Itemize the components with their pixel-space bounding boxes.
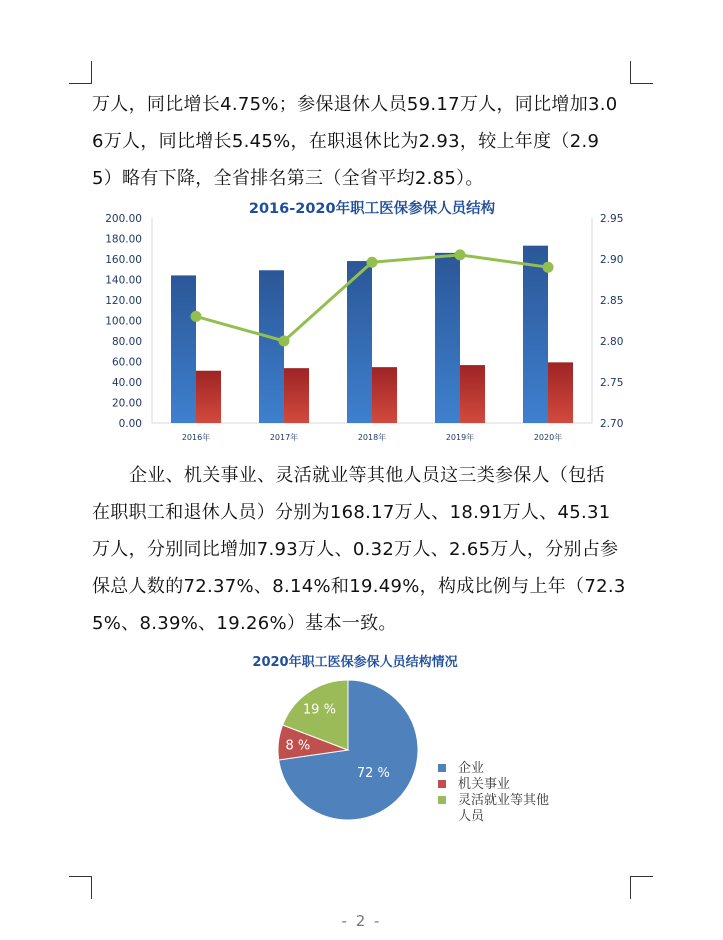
bar-in-service	[259, 270, 284, 423]
y2-tick-label: 2.70	[600, 418, 624, 430]
ratio-point	[279, 336, 290, 347]
pie-title: 2020年职工医保参保人员结构情况	[252, 655, 458, 670]
paragraph-line: 在职职工和退休人员）分别为168.17万人、18.91万人、45.31	[92, 502, 611, 523]
pie-data-label: 19 %	[302, 702, 336, 718]
y-tick-label: 140.00	[105, 274, 142, 287]
bar-retired	[372, 367, 397, 423]
paragraph-line: 6万人，同比增长5.45%，在职退休比为2.93，较上年度（2.9	[92, 131, 600, 152]
y-tick-label: 60.00	[111, 356, 142, 369]
y2-tick-label: 2.80	[600, 336, 624, 348]
y-tick-label: 0.00	[118, 418, 142, 430]
bar-in-service	[171, 275, 196, 423]
y-tick-label: 120.00	[105, 295, 142, 307]
y-tick-label: 180.00	[105, 233, 142, 246]
x-tick-label: 2017年	[269, 433, 299, 442]
legend-swatch	[438, 796, 446, 804]
page-number: - 2 -	[341, 912, 382, 930]
legend-label: 企业	[458, 761, 485, 776]
y2-tick-label: 2.75	[600, 377, 624, 389]
y-tick-label: 160.00	[105, 254, 142, 266]
y2-tick-label: 2.90	[600, 254, 624, 266]
y-tick-label: 40.00	[111, 377, 142, 389]
paragraph-line: 5）略有下降，全省排名第三（全省平均2.85）。	[92, 168, 484, 189]
bar-retired	[460, 365, 485, 423]
paragraph-line: 5%、8.39%、19.26%）基本一致。	[92, 613, 397, 634]
y2-tick-label: 2.85	[600, 295, 624, 307]
y-tick-label: 100.00	[105, 315, 142, 328]
crop-mark-top-right	[630, 61, 653, 84]
y-tick-label: 200.00	[105, 213, 142, 225]
bar-retired	[284, 368, 309, 423]
pie-chart	[240, 648, 600, 838]
bar-in-service	[523, 246, 548, 423]
y-tick-label: 80.00	[111, 336, 142, 348]
legend-label: 机关事业	[458, 777, 511, 792]
chart-title: 2016-2020年职工医保参保人员结构	[248, 201, 496, 217]
y-tick-label: 20.00	[111, 397, 142, 410]
x-tick-label: 2016年	[181, 433, 211, 442]
bar-line-chart	[100, 196, 640, 446]
paragraph-line: 企业、机关事业、灵活就业等其他人员这三类参保人（包括	[129, 465, 605, 486]
legend-swatch	[438, 764, 446, 772]
legend-label: 灵活就业等其他	[458, 793, 550, 808]
bar-in-service	[347, 261, 372, 423]
paragraph-categories	[92, 457, 632, 642]
bar-in-service	[435, 253, 460, 423]
x-tick-label: 2019年	[445, 433, 475, 442]
ratio-point	[191, 311, 202, 322]
paragraph-line: 保总人数的72.37%、8.14%和19.49%，构成比例与上年（72.3	[92, 576, 626, 597]
legend-label: 人员	[458, 809, 485, 824]
x-tick-label: 2020年	[533, 433, 563, 442]
paragraph-retirees	[92, 86, 632, 197]
paragraph-line: 万人，分别同比增加7.93万人、0.32万人、2.65万人，分别占参	[92, 539, 619, 560]
bar-retired	[548, 362, 573, 423]
y2-tick-label: 2.95	[600, 213, 624, 225]
paragraph-line: 万人，同比增长4.75%；参保退休人员59.17万人，同比增加3.0	[92, 94, 618, 115]
pie-data-label: 8 %	[285, 738, 311, 754]
crop-mark-bottom-left	[69, 876, 92, 899]
bar-retired	[196, 371, 221, 423]
legend-swatch	[438, 780, 446, 788]
ratio-point	[543, 262, 554, 273]
x-tick-label: 2018年	[357, 433, 387, 442]
crop-mark-top-left	[69, 61, 92, 84]
ratio-point	[455, 249, 466, 260]
crop-mark-bottom-right	[630, 876, 653, 899]
ratio-point	[367, 257, 378, 268]
pie-data-label: 72 %	[356, 766, 390, 782]
